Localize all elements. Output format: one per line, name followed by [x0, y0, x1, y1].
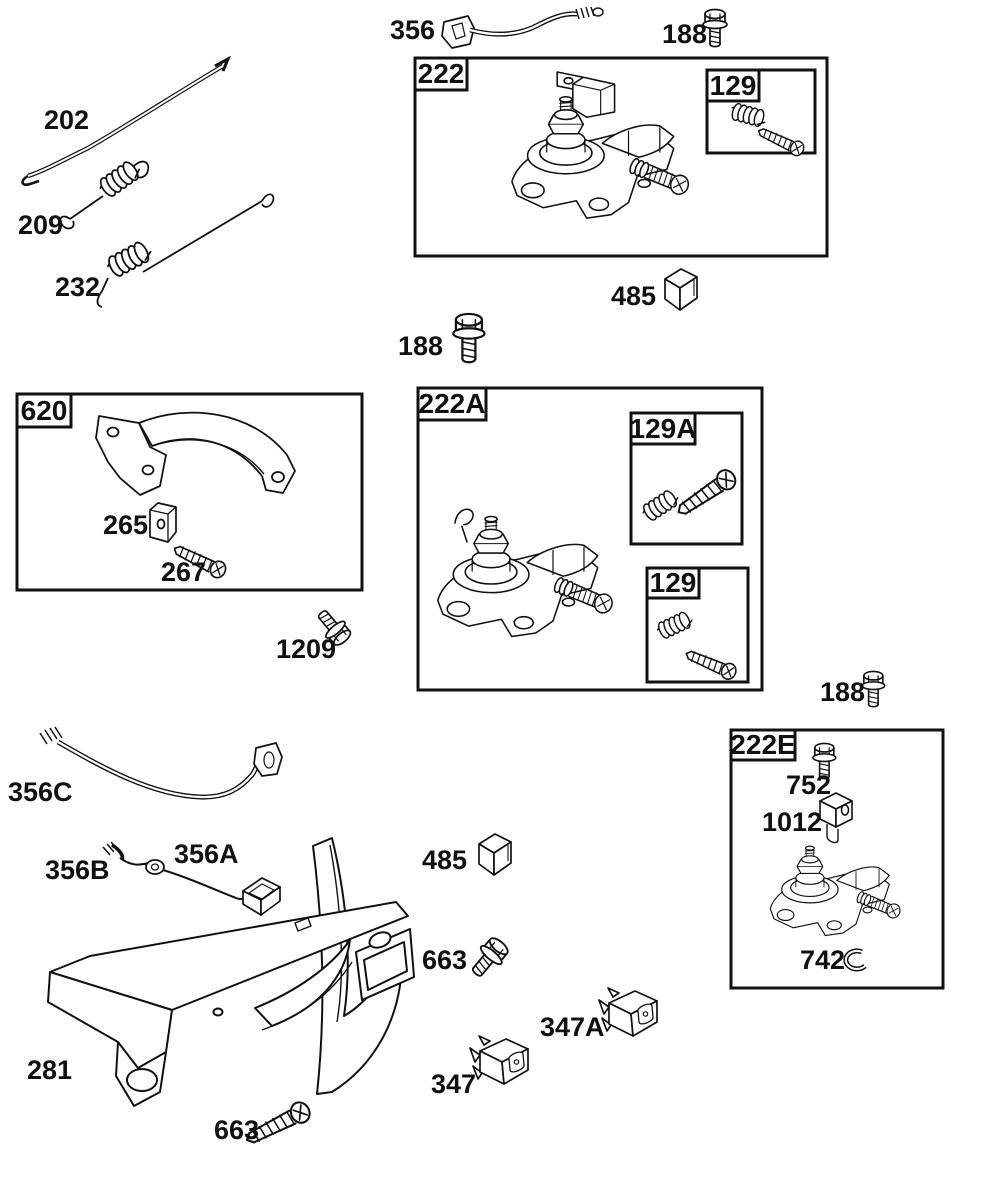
callout-1209: 1209 — [276, 634, 337, 664]
callout-356C: 356C — [8, 777, 73, 807]
callout-663-bottom: 663 — [214, 1115, 260, 1145]
part-265-clip-drawing — [150, 503, 176, 542]
part-222-assembly-drawing — [512, 72, 691, 218]
callout-232: 232 — [55, 272, 101, 302]
callout-356B: 356B — [45, 855, 110, 885]
part-188-right-bolt-drawing — [862, 671, 885, 706]
callout-209: 209 — [18, 210, 64, 240]
callout-347: 347 — [431, 1069, 477, 1099]
part-620-bracket-drawing — [96, 413, 295, 495]
part-742-clip-drawing — [846, 951, 865, 969]
callout-485-bottom: 485 — [422, 845, 468, 875]
box-129-mid-label: 129 — [649, 567, 697, 598]
callout-742: 742 — [800, 945, 846, 975]
box-222-label: 222 — [417, 58, 465, 89]
callout-281: 281 — [27, 1055, 73, 1085]
box-222E-label: 222E — [730, 729, 796, 760]
callout-265: 265 — [103, 510, 149, 540]
callout-188-top: 188 — [662, 19, 708, 49]
part-347-switch-drawing — [470, 1036, 528, 1084]
callout-752: 752 — [786, 770, 832, 800]
callout-267: 267 — [161, 557, 207, 587]
callout-356: 356 — [390, 15, 436, 45]
box-129A-label: 129A — [629, 413, 697, 444]
part-485-top-terminal-drawing — [665, 269, 697, 310]
part-356C-cable-drawing — [40, 727, 282, 797]
part-347A-switch-drawing — [599, 988, 657, 1036]
part-222A-assembly-drawing — [438, 509, 615, 636]
callout-202: 202 — [44, 105, 90, 135]
part-1012-fitting-drawing — [820, 793, 852, 843]
box-222A-label: 222A — [418, 388, 486, 419]
callout-1012: 1012 — [762, 807, 823, 837]
part-356A-connector-drawing — [243, 878, 280, 915]
part-663-mid-bolt-drawing — [466, 934, 512, 982]
box-620-label: 620 — [20, 395, 68, 426]
callout-485-top: 485 — [611, 281, 657, 311]
part-222E-assembly-drawing — [770, 846, 902, 935]
callout-188-mid: 188 — [398, 331, 444, 361]
callout-356A: 356A — [174, 839, 239, 869]
part-485-bottom-terminal-drawing — [479, 834, 511, 875]
part-209-spring-drawing — [60, 158, 148, 228]
box-129-top-label: 129 — [709, 70, 757, 101]
callout-188-right: 188 — [820, 677, 866, 707]
part-188-mid-bolt-drawing — [453, 314, 484, 362]
part-232-spring-link-drawing — [97, 194, 273, 307]
callout-663-mid: 663 — [422, 945, 468, 975]
part-356-casing-clamp-drawing — [442, 7, 603, 48]
callout-347A: 347A — [540, 1012, 605, 1042]
